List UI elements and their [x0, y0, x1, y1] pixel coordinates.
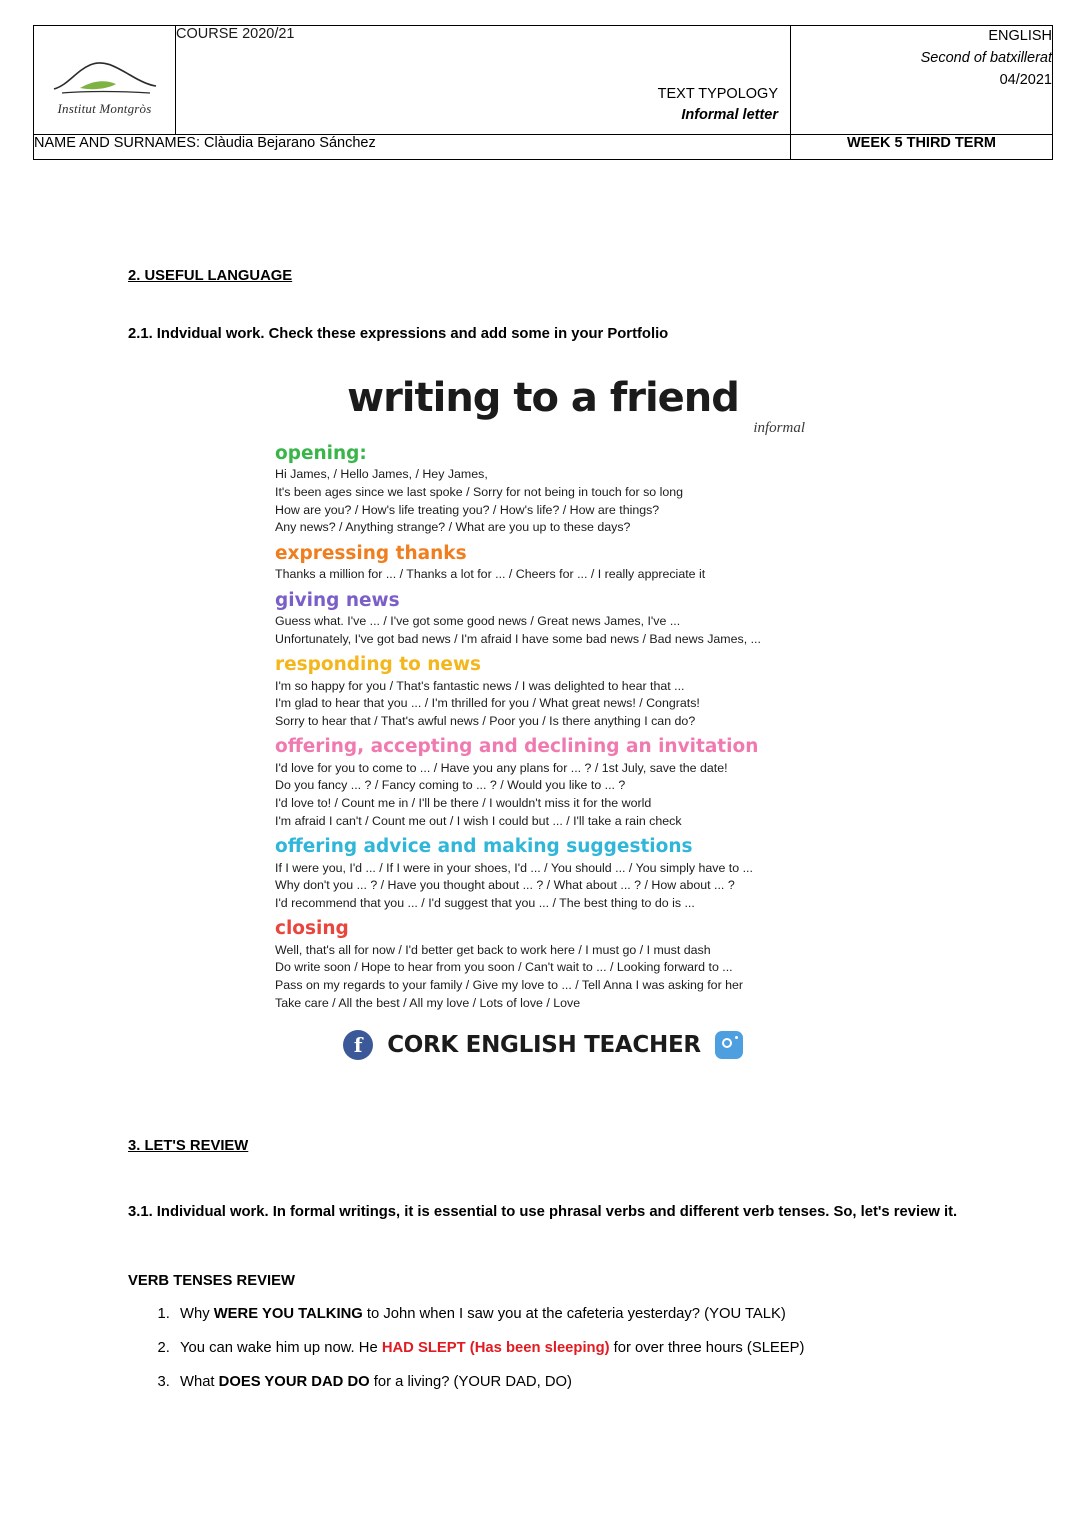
document-header-table	[33, 25, 1053, 160]
student-name-cell: NAME AND SURNAMES: Clàudia Bejarano Sánchez	[34, 135, 791, 160]
poster-line: Sorry to hear that / That's awful news / Poor you / Is there anything I can do?	[275, 713, 696, 728]
poster-line: Do write soon / Hope to hear from you soon / Can't wait to ... / Looking forward to ...	[275, 960, 733, 975]
poster-line: If I were you, I'd ... / If I were in your shoes, I'd ... / You should ... / You simply have to ...	[275, 860, 753, 875]
course-cell	[176, 26, 791, 135]
section-3-1-paragraph: 3.1. Individual work. In formal writings, it is essential to use phrasal verbs and different verb tenses. So, let's review it.	[128, 1204, 958, 1221]
verb-tenses-review-title: VERB TENSES REVIEW	[128, 1273, 295, 1290]
poster-line: How are you? / How's life treating you? / How's life? / How are things?	[275, 502, 660, 517]
level-label: Second of batxillerat	[920, 49, 1052, 66]
poster-line: Guess what. I've ... / I've got some good news / Great news James, I've ...	[275, 614, 681, 629]
poster-line: I'd love for you to come to ... / Have you any plans for ... ? / 1st July, save the date!	[275, 760, 728, 775]
course-label: COURSE 2020/21	[176, 26, 295, 42]
poster-line: I'm afraid I can't / Count me out / I wish I could but ... / I'll take a rain check	[275, 813, 682, 828]
poster-line: Any news? / Anything strange? / What are you up to these days?	[275, 520, 631, 535]
section-3-title: 3. LET'S REVIEW	[128, 1138, 249, 1155]
poster-footer	[275, 1030, 811, 1060]
poster-line: Why don't you ... ? / Have you thought about ... ? / What about ... ? / How about ... ?	[275, 878, 735, 893]
writing-to-a-friend-poster	[257, 360, 829, 1076]
poster-line: I'm so happy for you / That's fantastic news / I was delighted to hear that ...	[275, 678, 685, 693]
item-pre-text: What	[180, 1374, 219, 1391]
instagram-icon	[715, 1031, 743, 1059]
date-label: 04/2021	[999, 71, 1052, 88]
item-post-text: for a living? (YOUR DAD, DO)	[369, 1374, 572, 1391]
verb-tenses-list	[128, 1305, 958, 1393]
poster-line: Hi James, / Hello James, / Hey James,	[275, 467, 488, 482]
subject-label: ENGLISH	[988, 28, 1052, 44]
poster-heading-advice: offering advice and making suggestions	[275, 836, 693, 858]
mountain-logo-icon	[50, 55, 160, 99]
poster-line: Thanks a million for ... / Thanks a lot for ... / Cheers for ... / I really appreciate it	[275, 567, 706, 582]
document-body	[128, 268, 958, 1407]
item-post-text: for over three hours (SLEEP)	[609, 1340, 805, 1357]
poster-line: I'm glad to hear that you ... / I'm thrilled for you / What great news! / Congrats!	[275, 696, 700, 711]
poster-line: I'd love to! / Count me in / I'll be there / I wouldn't miss it for the world	[275, 796, 652, 811]
poster-heading-invitation: offering, accepting and declining an invitation	[275, 736, 759, 758]
school-logo-cell	[34, 26, 176, 135]
item-answer: WERE YOU TALKING	[213, 1306, 363, 1323]
poster-line: Well, that's all for now / I'd better get back to work here / I must go / I must dash	[275, 942, 711, 957]
poster-line: Do you fancy ... ? / Fancy coming to ... ? / Would you like to ... ?	[275, 778, 626, 793]
poster-informal-note: informal	[753, 420, 805, 436]
poster-title: writing to a friend	[347, 375, 739, 421]
poster-heading-expressing-thanks: expressing thanks	[275, 542, 467, 564]
poster-heading-responding-to-news: responding to news	[275, 654, 482, 676]
facebook-icon: f	[343, 1030, 373, 1060]
text-typology-label: TEXT TYPOLOGY	[657, 85, 778, 102]
item-pre-text: You can wake him up now. He	[180, 1340, 382, 1357]
school-name: Institut Montgròs	[57, 101, 152, 116]
poster-heading-giving-news: giving news	[275, 589, 400, 611]
item-answer: DOES YOUR DAD DO	[218, 1374, 370, 1391]
poster-line: It's been ages since we last spoke / Sorry for not being in touch for so long	[275, 484, 684, 499]
poster-line: I'd recommend that you ... / I'd suggest that you ... / The best thing to do is ...	[275, 895, 695, 910]
poster-line: Take care / All the best / All my love / Lots of love / Love	[275, 995, 581, 1010]
poster-heading-opening: opening:	[275, 443, 367, 464]
poster-line: Unfortunately, I've got bad news / I'm afraid I have some bad news / Bad news James, ...	[275, 631, 761, 646]
section-2-title: 2. USEFUL LANGUAGE	[128, 268, 293, 284]
item-answer: HAD SLEPT (Has been sleeping)	[381, 1340, 610, 1357]
list-item	[174, 1373, 958, 1393]
item-pre-text: Why	[180, 1306, 214, 1323]
poster-heading-closing: closing	[275, 918, 349, 940]
list-item	[174, 1339, 958, 1359]
list-item	[174, 1305, 958, 1325]
subject-cell	[791, 26, 1053, 135]
week-cell: WEEK 5 THIRD TERM	[791, 135, 1053, 160]
section-2-1-subtitle: 2.1. Indvidual work. Check these expressions and add some in your Portfolio	[128, 326, 669, 342]
poster-line: Pass on my regards to your family / Give my love to ... / Tell Anna I was asking for her	[275, 977, 744, 992]
poster-brand: CORK ENGLISH TEACHER	[387, 1032, 701, 1059]
text-typology-value: Informal letter	[681, 106, 778, 123]
item-post-text: to John when I saw you at the cafeteria yesterday? (YOU TALK)	[362, 1306, 786, 1323]
